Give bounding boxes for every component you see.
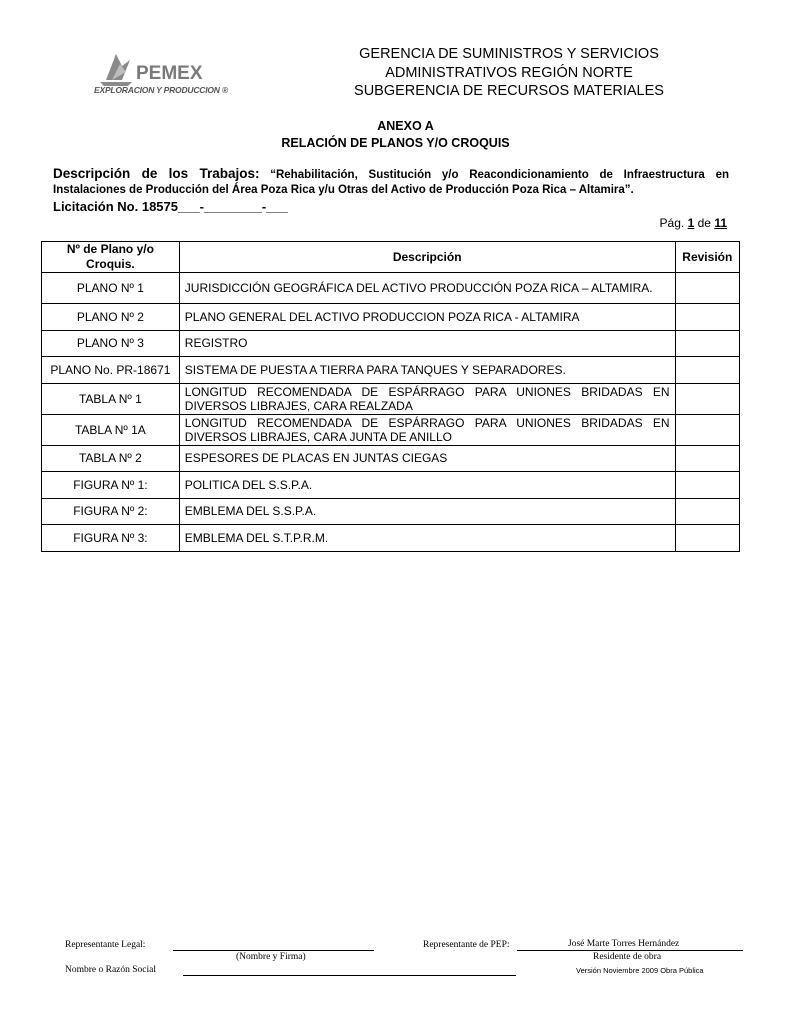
page-current: 1 xyxy=(687,216,695,230)
cell-revision xyxy=(675,304,739,331)
cell-revision xyxy=(675,273,739,304)
header-revision: Revisión xyxy=(675,242,739,273)
annex-title-block xyxy=(0,118,791,152)
rep-pep-signature-line xyxy=(517,950,743,951)
page-prefix: Pág. xyxy=(659,216,685,230)
table-row xyxy=(42,273,740,304)
cell-descripcion: REGISTRO xyxy=(179,330,675,357)
page-total: 11 xyxy=(714,216,727,230)
cell-descripcion: SISTEMA DE PUESTA A TIERRA PARA TANQUES Y SEPARADORES. xyxy=(179,357,675,384)
cell-plano: TABLA Nº 1A xyxy=(42,414,180,445)
cell-plano: FIGURA Nº 1: xyxy=(42,472,180,499)
rep-legal-label: Representante Legal: xyxy=(65,940,146,950)
organization-header xyxy=(318,45,700,101)
cell-revision xyxy=(675,525,739,552)
table-row xyxy=(42,445,740,472)
org-line: GERENCIA DE SUMINISTROS Y SERVICIOS xyxy=(359,46,659,62)
cell-descripcion: POLITICA DEL S.S.P.A. xyxy=(179,472,675,499)
table-row xyxy=(42,525,740,552)
description-label: Descripción de los Trabajos: xyxy=(53,166,260,181)
rep-pep-name: José Marte Torres Hernández xyxy=(568,939,680,949)
cell-revision xyxy=(675,383,739,414)
cell-plano: TABLA Nº 1 xyxy=(42,383,180,414)
page-of: de xyxy=(697,216,711,230)
table-header-row xyxy=(42,242,740,273)
version-note: Versión Noviembre 2009 Obra Pública xyxy=(576,966,704,975)
logo-tagline: EXPLORACION Y PRODUCCION ® xyxy=(94,85,228,95)
description-text: “Rehabilitación, Sustitución y/o Reacondicionamiento de Infraestructura en Instalaciones de Producción del Área Poza Rica y/u Otras del Activo de Producción Poza Rica – Altamira”. xyxy=(53,169,729,196)
rep-pep-label: Representante de PEP: xyxy=(423,940,510,950)
razon-social-line xyxy=(183,975,516,976)
cell-descripcion: JURISDICCIÓN GEOGRÁFICA DEL ACTIVO PRODUCCIÓN POZA RICA – ALTAMIRA. xyxy=(179,273,675,304)
table-row xyxy=(42,330,740,357)
nombre-firma-caption: (Nombre y Firma) xyxy=(236,952,306,962)
table-row xyxy=(42,414,740,445)
cell-plano: PLANO Nº 2 xyxy=(42,304,180,331)
cell-plano: TABLA Nº 2 xyxy=(42,445,180,472)
cell-plano: FIGURA Nº 2: xyxy=(42,498,180,525)
cell-plano: PLANO Nº 1 xyxy=(42,273,180,304)
rep-legal-signature-line xyxy=(173,950,374,951)
plans-table xyxy=(41,241,740,552)
header-plano: Nº de Plano y/o Croquis. xyxy=(42,242,180,273)
org-line: ADMINISTRATIVOS REGIÓN NORTE xyxy=(385,64,633,81)
org-line: SUBGERENCIA DE RECURSOS MATERIALES xyxy=(354,83,664,99)
cell-revision xyxy=(675,445,739,472)
work-description xyxy=(53,166,729,214)
licitacion-number: Licitación No. 18575___-________-___ xyxy=(53,199,288,214)
cell-revision xyxy=(675,414,739,445)
cell-descripcion: ESPESORES DE PLACAS EN JUNTAS CIEGAS xyxy=(179,445,675,472)
table-row xyxy=(42,498,740,525)
cell-descripcion: EMBLEMA DEL S.S.P.A. xyxy=(179,498,675,525)
cell-descripcion: PLANO GENERAL DEL ACTIVO PRODUCCION POZA RICA - ALTAMIRA xyxy=(179,304,675,331)
cell-revision xyxy=(675,498,739,525)
table-row xyxy=(42,472,740,499)
cell-plano: FIGURA Nº 3: xyxy=(42,525,180,552)
logo-wordmark: PEMEX xyxy=(136,63,203,84)
cell-descripcion: EMBLEMA DEL S.T.P.R.M. xyxy=(179,525,675,552)
cell-revision xyxy=(675,357,739,384)
cell-plano: PLANO Nº 3 xyxy=(42,330,180,357)
cell-revision xyxy=(675,472,739,499)
table-row xyxy=(42,357,740,384)
page-indicator xyxy=(660,216,727,230)
table-row xyxy=(42,304,740,331)
cell-revision xyxy=(675,330,739,357)
table-row xyxy=(42,383,740,414)
header-descripcion: Descripción xyxy=(179,242,675,273)
annex-subtitle: RELACIÓN DE PLANOS Y/O CROQUIS xyxy=(281,136,510,150)
razon-social-label: Nombre o Razón Social xyxy=(65,965,157,975)
rep-pep-role: Residente de obra xyxy=(593,952,662,962)
cell-descripcion: LONGITUD RECOMENDADA DE ESPÁRRAGO PARA UNIONES BRIDADAS EN DIVERSOS LIBRAJES, CARA REALZADA xyxy=(179,383,675,414)
annex-title: ANEXO A xyxy=(377,119,434,133)
cell-plano: PLANO No. PR-18671 xyxy=(42,357,180,384)
cell-descripcion: LONGITUD RECOMENDADA DE ESPÁRRAGO PARA UNIONES BRIDADAS EN DIVERSOS LIBRAJES, CARA JUNTA DE ANILLO xyxy=(179,414,675,445)
